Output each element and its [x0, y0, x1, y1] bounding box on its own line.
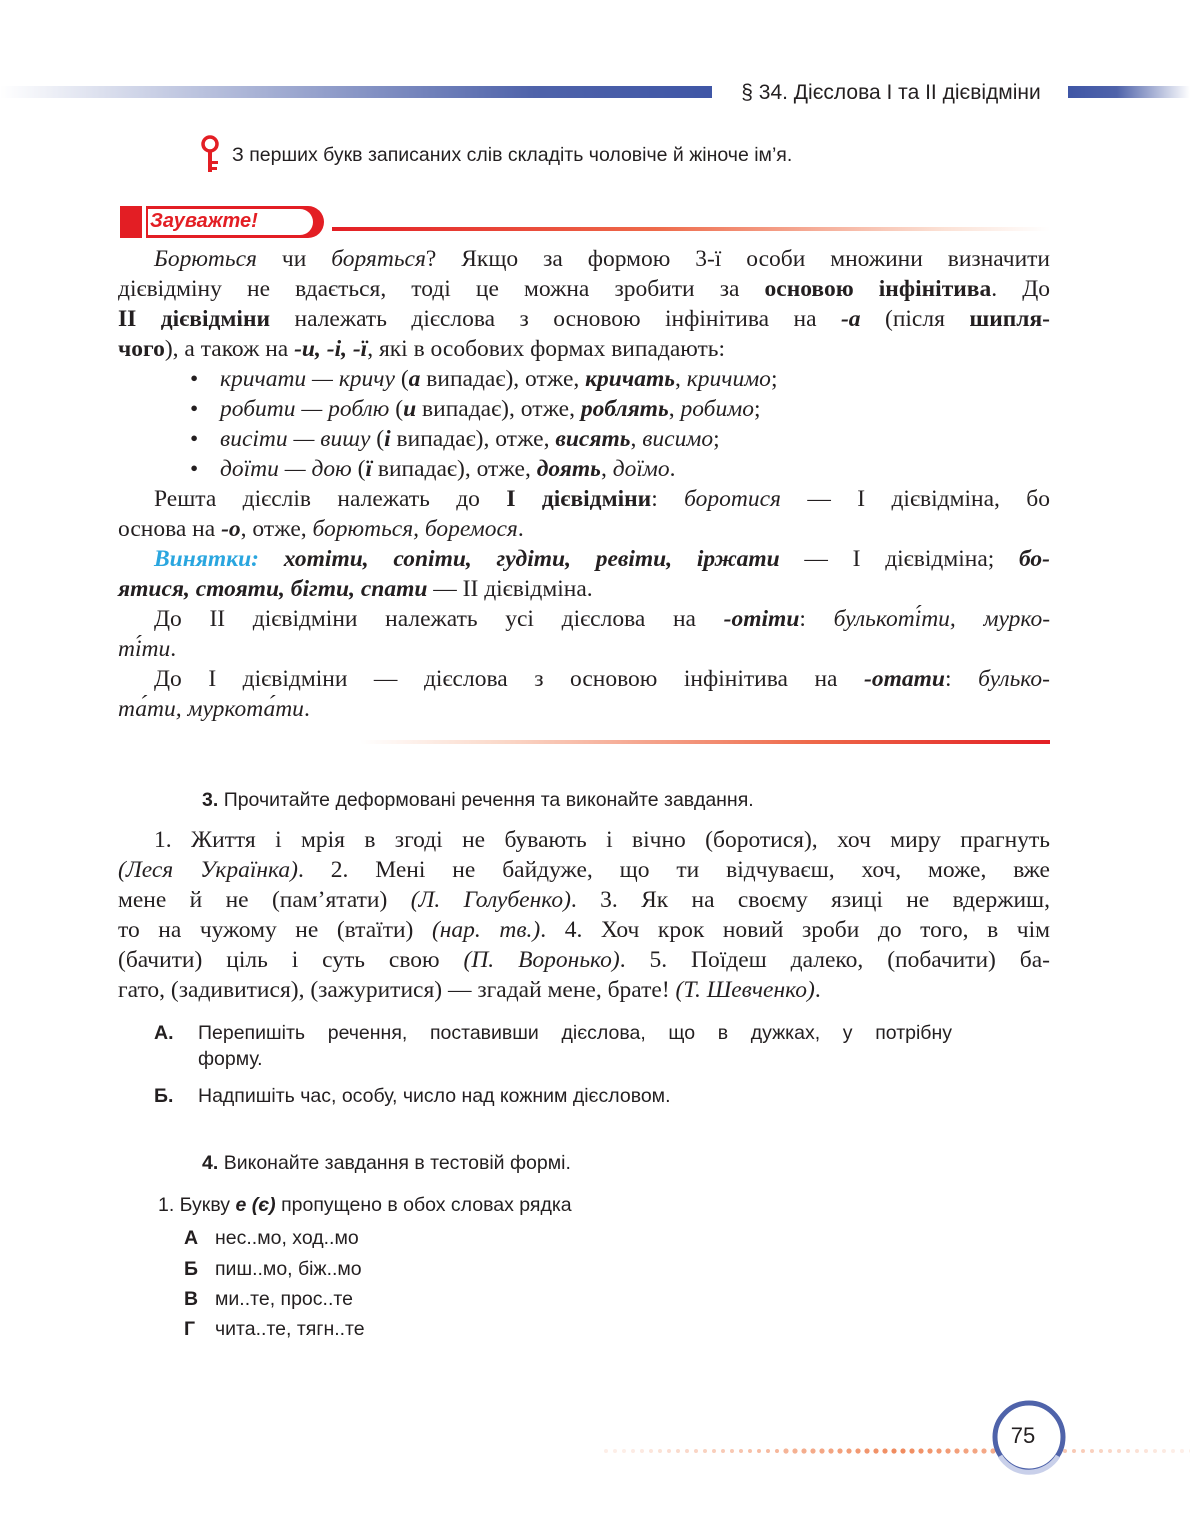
footer-dot	[972, 1448, 977, 1453]
footer-dot	[1090, 1449, 1094, 1453]
footer-dot	[1144, 1449, 1148, 1453]
footer-dot	[1081, 1449, 1085, 1453]
footer-dot	[855, 1448, 860, 1453]
note-paragraph-2-line-2: основа на -о, отже, борються, боремося.	[118, 516, 524, 542]
test-option-v-text: ми..те, прос..те	[215, 1288, 353, 1310]
footer-dot	[667, 1449, 671, 1453]
task-4-instruction: Виконайте завдання в тестовій формі.	[223, 1152, 571, 1174]
footer-dot	[1153, 1449, 1157, 1453]
footer-dot	[649, 1449, 653, 1453]
task-3-text-line-1: 1. Життя і мрія в згоді не бувають і вічно (боротися), хоч миру прагнуть	[154, 827, 1050, 853]
task-3-text-line-6: гато, (задивитися), (зажуритися) — згадай мене, брате! (Т. Шевченко).	[118, 977, 821, 1003]
footer-dot	[1126, 1449, 1130, 1453]
tip-text: З перших букв записаних слів складіть чоловіче й жіноче ім’я.	[232, 144, 793, 166]
footer-dot	[945, 1448, 950, 1453]
footer-dot	[748, 1449, 752, 1453]
footer-dot	[963, 1448, 968, 1453]
test-option-g-text: чита..те, тягн..те	[215, 1318, 365, 1340]
task-3-text-line-2: (Леся Українка). 2. Мені не байдуже, що ти відчуваєш, хоч, може, вже	[118, 857, 1050, 883]
note-divider-bottom	[360, 740, 1050, 744]
test-option-b-text: пиш..мо, біж..мо	[215, 1258, 362, 1280]
footer-dot	[936, 1448, 941, 1453]
key-icon	[198, 135, 222, 175]
footer-dot	[900, 1448, 905, 1453]
task-4-heading	[202, 1150, 571, 1176]
footer-dot	[694, 1449, 698, 1453]
note-bullet-4: • доїти — дою (ї випадає), отже, доять, доїмо.	[190, 456, 676, 482]
note-paragraph-1-line-4: чого), а також на -и, -і, -ї, які в особових формах випадають:	[118, 336, 726, 362]
note-paragraph-4-line-1: До ІІ дієвідміни належать усі дієслова на -отіти: булькоті́ти, мурко-	[154, 606, 1051, 632]
test-question-1: 1. Букву е (є) пропущено в обох словах рядка	[158, 1194, 572, 1216]
footer-dot	[837, 1448, 842, 1453]
footer-dot	[757, 1449, 761, 1453]
note-paragraph-1-line-1: Борються чи боряться? Якщо за формою 3-ї особи множини визначити	[154, 246, 1050, 272]
task-3-option-a-line-2: форму.	[198, 1048, 263, 1070]
footer-dot	[846, 1448, 851, 1453]
task-3-instruction: Прочитайте деформовані речення та виконайте завдання.	[223, 789, 754, 811]
task-3-option-b-label: Б.	[154, 1085, 174, 1107]
task-3-text-line-5: (бачити) ціль і суть свою (П. Воронько). 5. Поїдеш далеко, (побачити) ба-	[118, 947, 1050, 973]
footer-dot	[927, 1448, 932, 1453]
footer-dot	[604, 1449, 608, 1453]
footer-dot	[1162, 1449, 1166, 1453]
note-divider-top	[332, 227, 1050, 231]
footer-dot	[864, 1448, 869, 1453]
task-3-option-b-text: Надпишіть час, особу, число над кожним дієсловом.	[198, 1085, 671, 1107]
running-header-title: § 34. Дієслова І та ІІ дієвідміни	[741, 81, 1041, 104]
footer-dot	[1099, 1449, 1103, 1453]
page-number: 75	[1010, 1423, 1036, 1448]
footer-dot	[721, 1449, 725, 1453]
task-3-heading	[202, 787, 754, 813]
footer-dot	[819, 1448, 824, 1453]
footer-dot	[622, 1449, 626, 1453]
footer-dot	[775, 1449, 779, 1453]
footer-dot	[1072, 1449, 1076, 1453]
footer-dot	[981, 1448, 986, 1453]
footer-dot	[1180, 1449, 1184, 1453]
test-option-a-text: нес..мо, ход..мо	[215, 1227, 359, 1249]
test-option-g-label: Г	[184, 1318, 196, 1340]
footer-dot	[882, 1448, 887, 1453]
note-paragraph-3-line-2: ятися, стояти, бігти, спати — ІІ дієвідміна.	[118, 576, 593, 602]
note-paragraph-3-line-1: Винятки: хотіти, сопіти, гудіти, ревіти, іржати — І дієвідміна; бо-	[154, 546, 1050, 572]
footer-dot	[631, 1449, 635, 1453]
footer-dot	[703, 1449, 707, 1453]
task-3-text-line-4: то на чужому не (втаїти) (нар. тв.). 4. Хоч крок новий зроби до того, в чім	[118, 917, 1050, 943]
test-option-a-label: А	[184, 1227, 199, 1249]
footer-dot	[909, 1448, 914, 1453]
footer-dot	[739, 1449, 743, 1453]
note-paragraph-2-line-1: Решта дієслів належать до І дієвідміни: боротися — І дієвідміна, бо	[154, 486, 1051, 512]
footer-dot	[766, 1449, 770, 1453]
footer-dot	[801, 1448, 806, 1453]
header-bar-right	[1068, 86, 1190, 98]
task-3-option-a-label: А.	[154, 1022, 174, 1044]
task-3-number: 3.	[202, 789, 219, 811]
note-bullet-1: • кричати — кричу (а випадає), отже, кричать, кричимо;	[190, 366, 778, 392]
footer-dot	[792, 1448, 797, 1453]
note-bullet-3: • висіти — вишу (і випадає), отже, висять, висимо;	[190, 426, 720, 452]
footer-dot	[1108, 1449, 1112, 1453]
note-paragraph-1-line-2: дієвідміну не вдається, тоді це можна зробити за основою інфінітива. До	[118, 276, 1051, 302]
footer-dot	[640, 1449, 644, 1453]
footer-dot	[1171, 1449, 1175, 1453]
footer-dot	[676, 1449, 680, 1453]
note-paragraph-5-line-1: До І дієвідміни — дієслова з основою інфінітива на -отати: булько-	[154, 666, 1050, 692]
task-3-text-line-3: мене й не (пам’ятати) (Л. Голубенко). 3. Як на своєму язиці не вдержиш,	[118, 887, 1050, 913]
test-option-b-label: Б	[184, 1258, 199, 1280]
footer-dot	[873, 1448, 878, 1453]
test-option-v-label: В	[184, 1288, 199, 1310]
footer-dot	[712, 1449, 716, 1453]
footer-dot	[918, 1448, 923, 1453]
footer-dot	[685, 1449, 689, 1453]
note-paragraph-1-line-3: ІІ дієвідміни належать дієслова з основою інфінітива на -а (після шипля-	[118, 306, 1051, 332]
footer-dot	[828, 1448, 833, 1453]
footer-dot	[810, 1448, 815, 1453]
task-3-option-a-line-1: Перепишіть речення, поставивши дієслова, що в дужках, у потрібну	[198, 1022, 952, 1044]
task-4-number: 4.	[202, 1152, 219, 1174]
footer-dot	[1135, 1449, 1139, 1453]
note-paragraph-5-line-2: та́ти, муркота́ти.	[118, 696, 310, 722]
note-paragraph-4-line-2: ті́ти.	[118, 636, 177, 662]
footer-dot	[783, 1448, 788, 1453]
footer-dot	[613, 1449, 617, 1453]
footer-dot	[954, 1448, 959, 1453]
footer-dot	[730, 1449, 734, 1453]
note-bullet-2: • робити — роблю (и випадає), отже, роблять, робимо;	[190, 396, 761, 422]
footer-dot	[1117, 1449, 1121, 1453]
footer-dot	[658, 1449, 662, 1453]
footer-dotted-line	[600, 1444, 1190, 1458]
header-bar-left	[0, 86, 712, 98]
note-label: Зауважте!	[150, 210, 258, 232]
footer-dot	[891, 1448, 896, 1453]
